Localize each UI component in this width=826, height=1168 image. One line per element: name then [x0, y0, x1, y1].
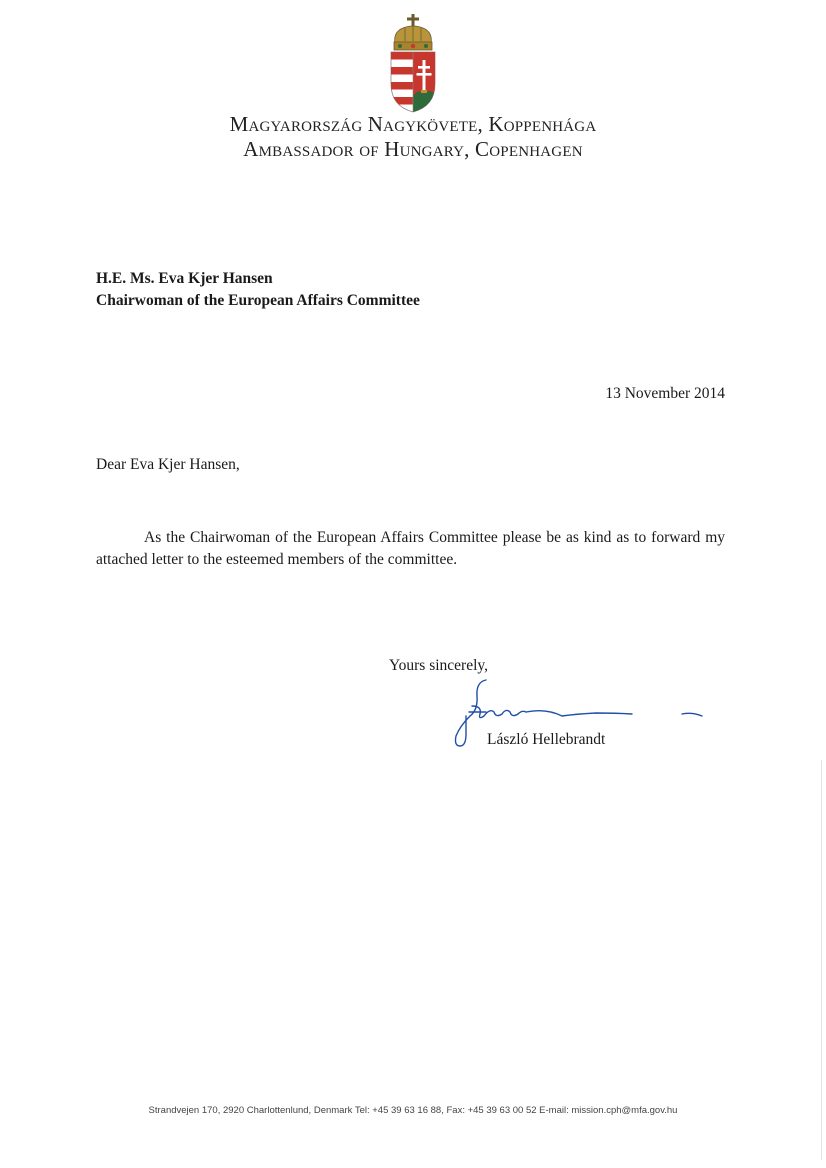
recipient-title: Chairwoman of the European Affairs Committee [96, 292, 420, 309]
letter-body-text: As the Chairwoman of the European Affairs Committee please be as kind as to forward my attached letter to the esteemed members of the committee. [96, 529, 725, 568]
letter-body [96, 527, 725, 571]
hungarian-coat-of-arms-icon [385, 14, 441, 114]
letterhead-hungarian: Magyarország Nagykövete, Koppenhága [229, 112, 597, 136]
page-edge-shadow [821, 760, 822, 1160]
closing: Yours sincerely, [389, 657, 489, 674]
footer-contact: Strandvejen 170, 2920 Charlottenlund, Denmark Tel: +45 39 63 16 88, Fax: +45 39 63 00 52 E-mail: mission.cph@mfa.gov.hu [148, 1105, 678, 1116]
salutation: Dear Eva Kjer Hansen, [96, 456, 240, 473]
signer-name: László Hellebrandt [487, 731, 606, 748]
letter-date: 13 November 2014 [605, 385, 725, 402]
recipient-block [96, 268, 420, 312]
recipient-name: H.E. Ms. Eva Kjer Hansen [96, 270, 273, 287]
letterhead-english: Ambassador of Hungary, Copenhagen [243, 137, 583, 161]
